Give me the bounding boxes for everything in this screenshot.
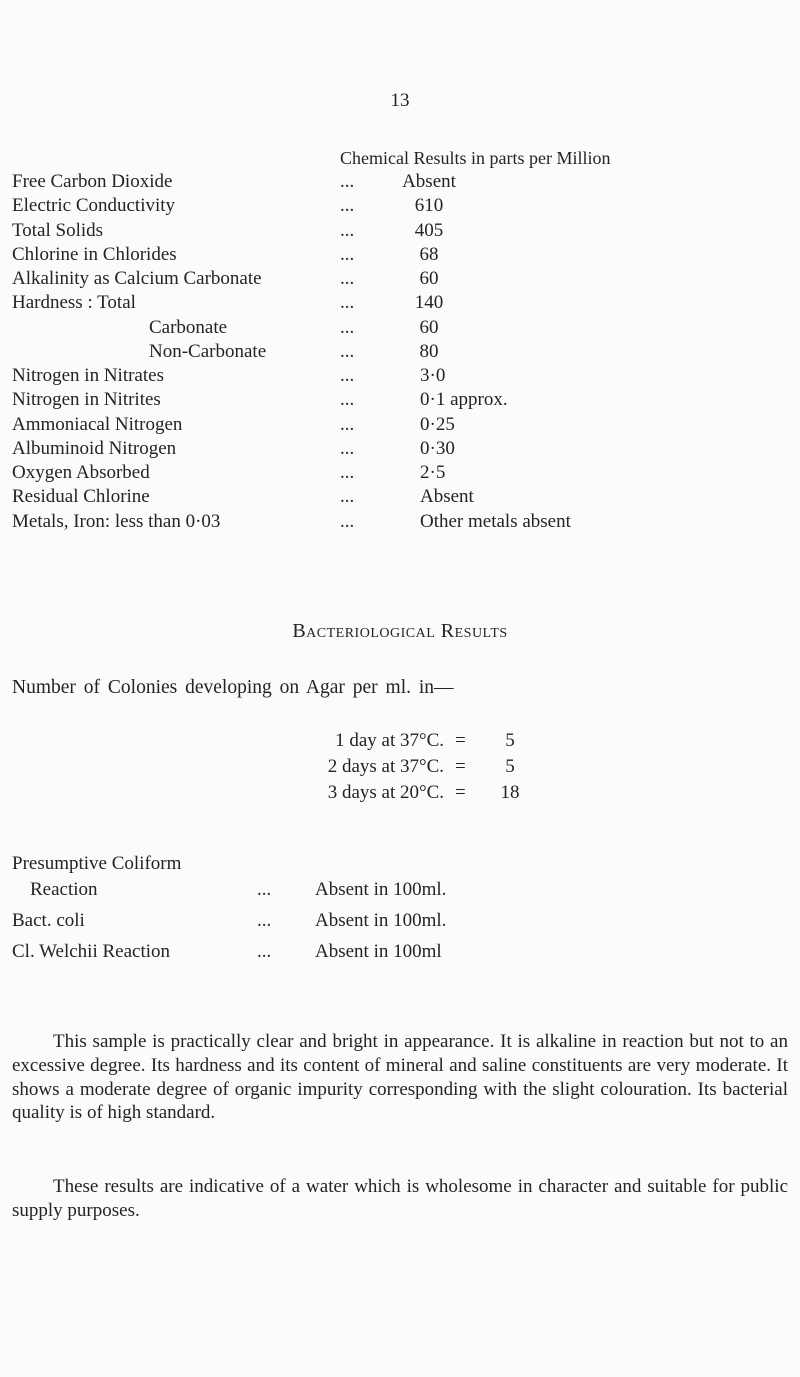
welchii-result: Absent in 100ml bbox=[315, 941, 442, 962]
table-row bbox=[12, 486, 792, 510]
incubation-condition: 3 days at 20°C. bbox=[327, 782, 444, 803]
leader-dots: ... bbox=[340, 340, 355, 362]
row-label: Metals, Iron: less than 0·03 bbox=[12, 510, 221, 532]
summary-paragraph bbox=[12, 1030, 788, 1125]
row-label: Free Carbon Dioxide bbox=[12, 171, 173, 192]
leader-dots: ... bbox=[340, 243, 355, 265]
colony-count-row bbox=[200, 782, 620, 808]
leader-dots: ... bbox=[257, 941, 272, 962]
row-value: 405 bbox=[414, 219, 444, 241]
table-row bbox=[12, 244, 792, 268]
incubation-condition: 2 days at 37°C. bbox=[327, 756, 444, 777]
row-value: Other metals absent bbox=[420, 510, 571, 532]
colony-count-row bbox=[200, 730, 620, 756]
leader-dots: ... bbox=[340, 195, 355, 217]
incubation-condition: 1 day at 37°C. bbox=[335, 730, 444, 751]
equals-sign: = bbox=[455, 782, 466, 803]
table-row bbox=[12, 414, 792, 438]
bacteriological-results-heading: Bacteriological Results bbox=[292, 620, 508, 642]
row-value: 140 bbox=[414, 292, 444, 314]
leader-dots: ... bbox=[340, 268, 355, 289]
row-value: 0·30 bbox=[420, 437, 455, 459]
row-label: Nitrogen in Nitrites bbox=[12, 389, 161, 411]
row-value: 610 bbox=[414, 195, 444, 217]
row-value: 60 bbox=[419, 268, 439, 289]
coliform-result: Absent in 100ml. bbox=[315, 879, 447, 900]
row-value: Absent bbox=[402, 171, 456, 192]
table-row bbox=[12, 462, 792, 486]
summary-text: This sample is practically clear and bright in appearance. It is alkaline in reaction but not to an excessive degree. Its hardness and its content of mineral and saline constituents are very moderate. It shows a moderate degree of organic impurity corresponding with the slight colouration. Its bacterial quality is of high standard. bbox=[12, 1031, 788, 1124]
coliform-label-continued: Reaction bbox=[30, 879, 98, 900]
table-row bbox=[12, 268, 792, 292]
page-number: 13 bbox=[390, 90, 410, 111]
equals-sign: = bbox=[455, 730, 466, 751]
row-label: Electric Conductivity bbox=[12, 195, 176, 217]
colony-count: 18 bbox=[500, 782, 520, 803]
leader-dots: ... bbox=[340, 316, 355, 338]
leader-dots: ... bbox=[340, 413, 355, 435]
leader-dots: ... bbox=[257, 879, 272, 900]
row-label: Hardness : Total bbox=[12, 292, 136, 314]
leader-dots: ... bbox=[340, 486, 355, 508]
table-row bbox=[12, 292, 792, 316]
row-value: 80 bbox=[419, 340, 439, 362]
table-row bbox=[12, 389, 792, 413]
row-label: Carbonate bbox=[149, 316, 228, 338]
coliform-label: Presumptive Coliform bbox=[12, 853, 182, 874]
row-value: 2·5 bbox=[420, 462, 446, 483]
row-value: 68 bbox=[419, 243, 439, 265]
leader-dots: ... bbox=[340, 462, 355, 483]
colony-count: 5 bbox=[505, 730, 515, 751]
row-label: Total Solids bbox=[12, 219, 104, 241]
row-label: Residual Chlorine bbox=[12, 486, 150, 508]
row-label: Alkalinity as Calcium Carbonate bbox=[12, 268, 262, 289]
row-label: Albuminoid Nitrogen bbox=[12, 437, 177, 459]
leader-dots: ... bbox=[340, 171, 355, 192]
table-row bbox=[12, 438, 792, 462]
leader-dots: ... bbox=[340, 437, 355, 459]
colony-count: 5 bbox=[505, 756, 515, 777]
bact-coli-label: Bact. coli bbox=[12, 910, 85, 931]
row-label: Ammoniacal Nitrogen bbox=[12, 413, 183, 435]
row-value: Absent bbox=[420, 486, 474, 508]
equals-sign: = bbox=[455, 756, 466, 777]
welchii-label: Cl. Welchii Reaction bbox=[12, 941, 171, 962]
leader-dots: ... bbox=[340, 510, 355, 532]
leader-dots: ... bbox=[340, 219, 355, 241]
leader-dots: ... bbox=[257, 910, 272, 931]
row-value: 60 bbox=[419, 316, 439, 338]
conclusion-paragraph bbox=[12, 1175, 788, 1223]
chemical-results-heading: Chemical Results in parts per Million bbox=[340, 148, 611, 168]
chemical-results-table bbox=[12, 171, 792, 535]
row-label: Chlorine in Chlorides bbox=[12, 243, 177, 265]
row-value: 3·0 bbox=[420, 365, 446, 386]
row-label: Non-Carbonate bbox=[149, 340, 267, 362]
table-row bbox=[12, 317, 792, 341]
colony-count-row bbox=[200, 756, 620, 782]
conclusion-text: These results are indicative of a water which is wholesome in character and suitable for public supply purposes. bbox=[12, 1176, 788, 1221]
row-label: Oxygen Absorbed bbox=[12, 462, 150, 483]
table-row bbox=[12, 511, 792, 535]
table-row bbox=[12, 195, 792, 219]
table-row bbox=[12, 220, 792, 244]
row-label: Nitrogen in Nitrates bbox=[12, 365, 164, 386]
leader-dots: ... bbox=[340, 389, 355, 411]
row-value: 0·25 bbox=[420, 413, 455, 435]
table-row bbox=[12, 341, 792, 365]
table-row bbox=[12, 171, 792, 195]
colonies-intro: Number of Colonies developing on Agar per ml. in— bbox=[12, 677, 454, 698]
leader-dots: ... bbox=[340, 365, 355, 386]
row-value: 0·1 approx. bbox=[420, 389, 508, 411]
table-row bbox=[12, 365, 792, 389]
leader-dots: ... bbox=[340, 292, 355, 314]
bact-coli-result: Absent in 100ml. bbox=[315, 910, 447, 931]
